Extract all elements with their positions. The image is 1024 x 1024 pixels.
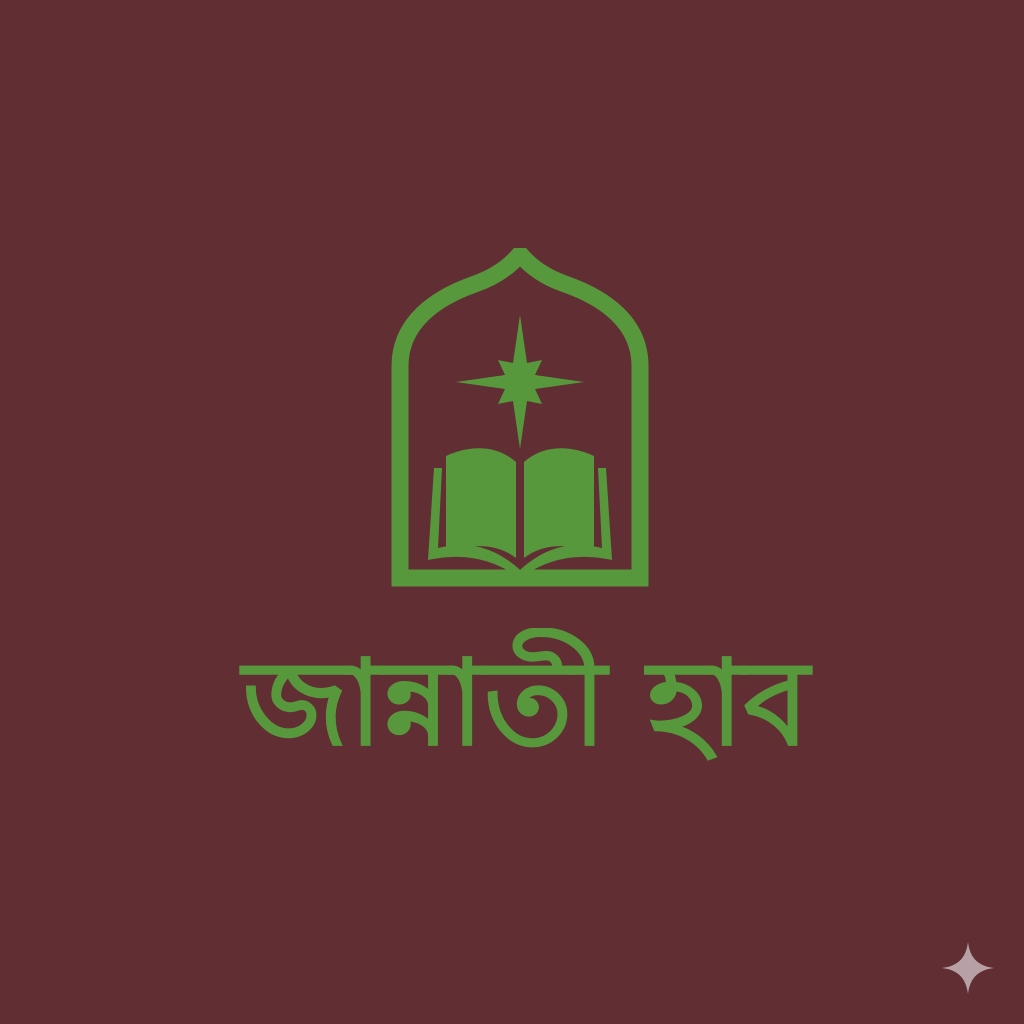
book-icon: [428, 448, 612, 578]
arch-emblem: [380, 248, 660, 598]
sparkle-icon: [940, 940, 996, 996]
brand-name: জান্নাতী হাব: [242, 634, 810, 772]
star-icon: [456, 315, 584, 449]
